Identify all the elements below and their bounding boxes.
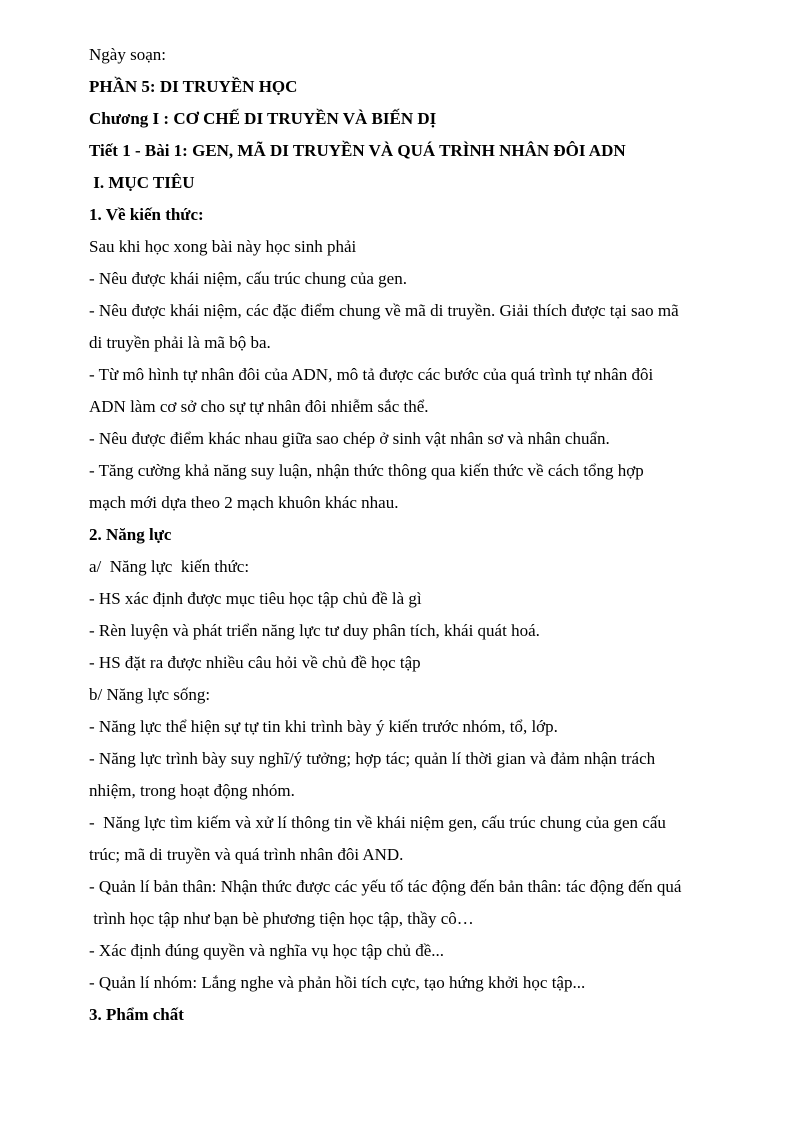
knowledge-item: ADN làm cơ sở cho sự tự nhân đôi nhiễm sắc thể.	[89, 397, 429, 416]
competence-item: - Năng lực trình bày suy nghĩ/ý tưởng; hợp tác; quản lí thời gian và đảm nhận trách	[89, 749, 656, 768]
knowledge-item: - Nêu được điểm khác nhau giữa sao chép ở sinh vật nhân sơ và nhân chuẩn.	[89, 429, 610, 448]
competence-item: - Rèn luyện và phát triển năng lực tư duy phân tích, khái quát hoá.	[89, 621, 540, 640]
chapter-title: Chương I : CƠ CHẾ DI TRUYỀN VÀ BIẾN DỊ	[89, 109, 437, 128]
knowledge-item: - Nêu được khái niệm, các đặc điểm chung về mã di truyền. Giải thích được tại sao mã	[89, 301, 679, 320]
section-heading: I. MỤC TIÊU	[89, 173, 195, 192]
competence-sub-a: a/ Năng lực kiến thức:	[89, 557, 250, 576]
competence-item: trúc; mã di truyền và quá trình nhân đôi AND.	[89, 845, 404, 864]
competence-heading: 2. Năng lực	[89, 525, 172, 544]
competence-item: - Quản lí bản thân: Nhận thức được các yếu tố tác động đến bản thân: tác động đến quá	[89, 877, 682, 896]
competence-item: nhiệm, trong hoạt động nhóm.	[89, 781, 295, 800]
competence-item: - Năng lực thể hiện sự tự tin khi trình bày ý kiến trước nhóm, tổ, lớp.	[89, 717, 558, 736]
competence-item: - HS xác định được mục tiêu học tập chủ đề là gì	[89, 589, 422, 608]
competence-item: - Năng lực tìm kiếm và xử lí thông tin về khái niệm gen, cấu trúc chung của gen cấu	[89, 813, 666, 832]
knowledge-heading: 1. Về kiến thức:	[89, 205, 204, 224]
quality-heading: 3. Phẩm chất	[89, 1005, 184, 1024]
knowledge-intro: Sau khi học xong bài này học sinh phải	[89, 237, 357, 256]
knowledge-item: - Tăng cường khả năng suy luận, nhận thức thông qua kiến thức về cách tổng hợp	[89, 461, 644, 480]
lesson-title: Tiết 1 - Bài 1: GEN, MÃ DI TRUYỀN VÀ QUÁ TRÌNH NHÂN ĐÔI ADN	[89, 141, 626, 160]
competence-item: - Xác định đúng quyền và nghĩa vụ học tập chủ đề...	[89, 941, 445, 960]
competence-sub-b: b/ Năng lực sống:	[89, 685, 211, 704]
knowledge-item: di truyền phải là mã bộ ba.	[89, 333, 271, 352]
knowledge-item: - Từ mô hình tự nhân đôi của ADN, mô tả được các bước của quá trình tự nhân đôi	[89, 365, 654, 384]
part-title: PHẦN 5: DI TRUYỀN HỌC	[89, 77, 298, 96]
competence-item: trình học tập như bạn bè phương tiện học tập, thầy cô…	[89, 909, 474, 928]
competence-item: - HS đặt ra được nhiều câu hỏi về chủ đề học tập	[89, 653, 421, 672]
knowledge-item: mạch mới dựa theo 2 mạch khuôn khác nhau.	[89, 493, 399, 512]
date-label: Ngày soạn:	[89, 45, 166, 64]
knowledge-item: - Nêu được khái niệm, cấu trúc chung của gen.	[89, 269, 407, 288]
competence-item: - Quản lí nhóm: Lắng nghe và phản hồi tích cực, tạo hứng khởi học tập...	[89, 973, 586, 992]
